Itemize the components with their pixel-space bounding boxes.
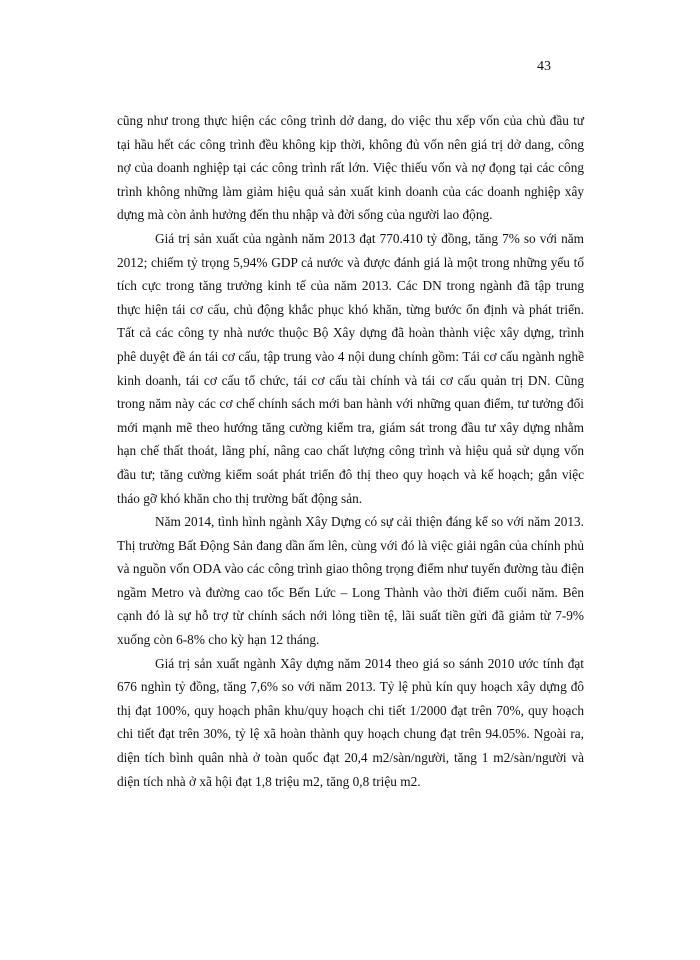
body-text: [117, 109, 584, 793]
paragraph-3: Năm 2014, tình hình ngành Xây Dựng có sự cải thiện đáng kể so với năm 2013. Thị trường Bất Động Sản đang dần ấm lên, cùng với đó là việc giải ngân của chính phủ và nguồn vốn ODA vào các công trình giao thông trọng điểm như tuyến đường tàu điện ngầm Metro và đường cao tốc Bến Lức – Long Thành vào thời điểm cuối năm. Bên cạnh đó là sự hỗ trợ từ chính sách nới lỏng tiền tệ, lãi suất tiền gửi đã giảm từ 7-9% xuống còn 6-8% cho kỳ hạn 12 tháng.: [117, 514, 584, 648]
paragraph-1: cũng như trong thực hiện các công trình dở dang, do việc thu xếp vốn của chủ đầu tư tại hầu hết các công trình đều không kịp thời, không đủ vốn nên giá trị dở dang, công nợ của doanh nghiệp tại các công trình rất lớn. Việc thiếu vốn và nợ đọng tại các công trình không những làm giảm hiệu quả sản xuất kinh doanh của các doanh nghiệp xây dựng mà còn ảnh hưởng đến thu nhập và đời sống của người lao động.: [117, 113, 584, 223]
paragraph-4: Giá trị sản xuất ngành Xây dựng năm 2014 theo giá so sánh 2010 ước tính đạt 676 nghìn tỷ đồng, tăng 7,6% so với năm 2013. Tỷ lệ phủ kín quy hoạch xây dựng đô thị đạt 100%, quy hoạch phân khu/quy hoạch chi tiết 1/2000 đạt trên 70%, quy hoạch chi tiết đạt trên 30%, tỷ lệ xã hoàn thành quy hoạch chung đạt trên 94.05%. Ngoài ra, diện tích bình quân nhà ở toàn quốc đạt 20,4 m2/sàn/người, tăng 1 m2/sàn/người và diện tích nhà ở xã hội đạt 1,8 triệu m2, tăng 0,8 triệu m2.: [117, 655, 584, 789]
paragraph-2: Giá trị sản xuất của ngành năm 2013 đạt 770.410 tỷ đồng, tăng 7% so với năm 2012; chiếm tỷ trọng 5,94% GDP cả nước và được đánh giá là một trong những yếu tố tích cực trong tăng trưởng kinh tế của năm 2013. Các DN trong ngành đã tập trung thực hiện tái cơ cấu, chủ động khắc phục khó khăn, từng bước ổn định và phát triển. Tất cả các công ty nhà nước thuộc Bộ Xây dựng đã hoàn thành việc xây dựng, trình phê duyệt đề án tái cơ cấu, tập trung vào 4 nội dung chính gồm: Tái cơ cấu ngành nghề kinh doanh, tái cơ cấu tổ chức, tái cơ cấu tài chính và tái cơ cấu quản trị DN. Cũng trong năm này các cơ chế chính sách mới ban hành với những quan điểm, tư tưởng đổi mới mạnh mẽ theo hướng tăng cường kiểm tra, giám sát trong đầu tư xây dựng nhằm hạn chế thất thoát, lãng phí, nâng cao chất lượng công trình và hiệu quả sử dụng vốn đầu tư; tăng cường kiểm soát phát triển đô thị theo quy hoạch và kế hoạch; gắn việc tháo gỡ khó khăn cho thị trường bất động sản.: [117, 230, 584, 506]
page-number: 43: [537, 59, 551, 74]
